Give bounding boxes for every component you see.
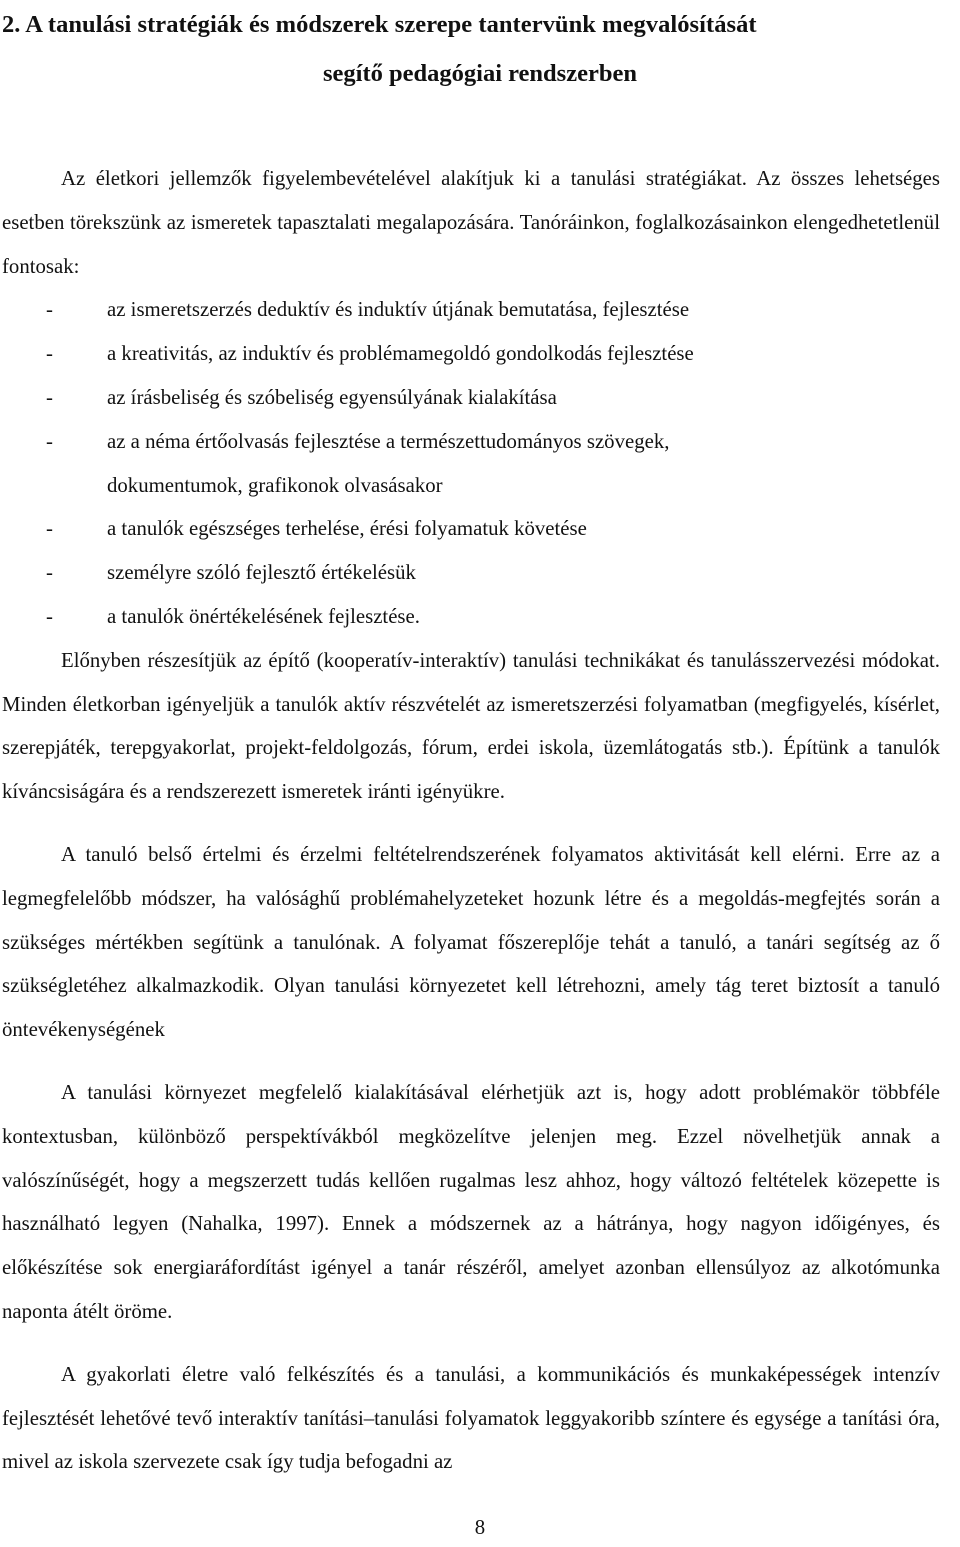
list-item-text: az írásbeliség és szóbeliség egyensúlyának kialakítása [107, 385, 557, 409]
paragraph-cooperative-learning: Előnyben részesítjük az építő (kooperatív-interaktív) tanulási technikákat és tanulásszervezési módokat. Minden életkorban igényeljük a tanulók aktív részvételét az ismeretszerzési folyamatban (megfigyelés, kísérlet, szerepjáték, terepgyakorlat, projekt-feldolgozás, fórum, erdei iskola, üzemlátogatás stb.). Építünk a tanulók kíváncsiságára és a rendszerezett ismeretek iránti igényükre. [2, 648, 940, 804]
list-item [2, 332, 940, 376]
body-text [2, 157, 940, 1484]
list-marker: - [46, 517, 53, 541]
list-item [2, 376, 940, 420]
list-item-text: a tanulók egészséges terhelése, érési folyamatuk követése [107, 517, 587, 541]
requirements-list [2, 288, 940, 638]
list-marker: - [46, 385, 53, 409]
heading-line-1: 2. A tanulási stratégiák és módszerek szerepe tantervünk megvalósítását [2, 11, 757, 38]
intro-paragraph: Az életkori jellemzők figyelembevételével alakítjuk ki a tanulási stratégiákat. Az összes lehetséges esetben törekszünk az ismeretek tapasztalati megalapozására. Tanóráinkon, foglalkozásainkon elengedhetetlenül fontosak: [2, 167, 940, 278]
list-item-text: személyre szóló fejlesztő értékelésük [107, 561, 416, 585]
list-marker: - [46, 298, 53, 322]
list-marker: - [46, 342, 53, 366]
list-item [2, 551, 940, 595]
list-item-text: az a néma értőolvasás fejlesztése a természettudományos szövegek, dokumentumok, grafikonok olvasásakor [107, 429, 670, 497]
page-number: 8 [474, 1516, 486, 1539]
section-heading [0, 0, 960, 98]
list-marker: - [46, 561, 53, 585]
list-item [2, 595, 940, 639]
list-item [2, 288, 940, 332]
list-item-text: a kreativitás, az induktív és problémamegoldó gondolkodás fejlesztése [107, 342, 694, 366]
heading-line-2: segítő pedagógiai rendszerben [323, 60, 637, 87]
list-item-text: az ismeretszerzés deduktív és induktív útjának bemutatása, fejlesztése [107, 298, 690, 322]
list-item [2, 507, 940, 551]
list-item-text: a tanulók önértékelésének fejlesztése. [107, 604, 420, 628]
list-item [2, 420, 940, 508]
list-marker: - [46, 604, 53, 628]
paragraph-practical-life: A gyakorlati életre való felkészítés és a tanulási, a kommunikációs és munkaképességek intenzív fejlesztését lehetővé tevő interaktív tanítási–tanulási folyamatok leggyakoribb színtere és egysége a tanítási óra, mivel az iskola szervezete csak így tudja befogadni az [2, 1362, 940, 1474]
paragraph-learner-activity: A tanuló belső értelmi és érzelmi feltételrendszerének folyamatos aktivitását kell elérni. Erre az a legmegfelelőbb módszer, ha valósághű problémahelyzeteket hozunk létre és a megoldás-megfejtés során a szükséges mértékben segítünk a tanulónak. A folyamat főszereplője tehát a tanuló, a tanári segítség az ő szükségletéhez alkalmazkodik. Olyan tanulási környezetet kell létrehozni, amely tág teret biztosít a tanuló öntevékenységének [2, 842, 940, 1042]
list-marker: - [46, 429, 53, 453]
paragraph-learning-environment: A tanulási környezet megfelelő kialakításával elérhetjük azt is, hogy adott problémakör többféle kontextusban, különböző perspektívákból megközelítve jelenjen meg. Ezzel növelhetjük annak a valószínűségét, hogy a megszerzett tudás kellően rugalmas lesz ahhoz, hogy változó feltételek közepette is használható legyen (Nahalka, 1997). Ennek a módszernek az a hátránya, hogy nagyon időigényes, és előkészítése sok energiaráfordítást igényel a tanár részéről, amelyet azonban ellensúlyoz az alkotómunka naponta átélt öröme. [2, 1080, 940, 1323]
